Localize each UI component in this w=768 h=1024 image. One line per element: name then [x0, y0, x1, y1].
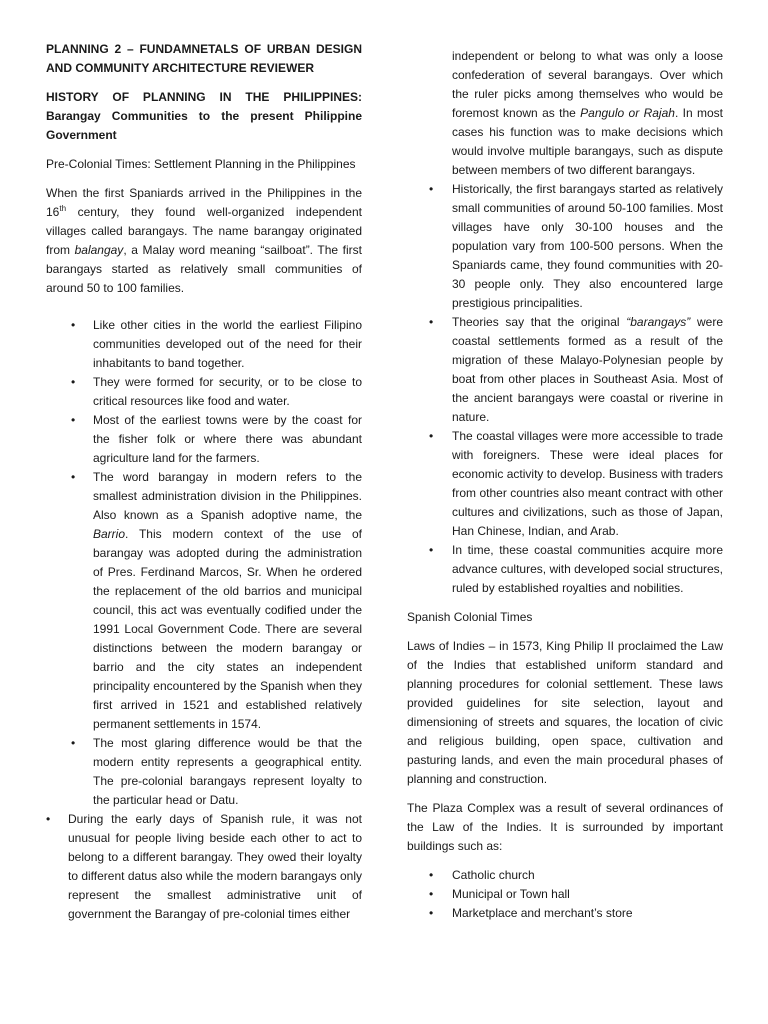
- list-item: • During the early days of Spanish rule, it was not unusual for people living beside each other to act to belong to a different barangay. They owed their loyalty to different datus also while the modern barangays only represent the smallest administrative unit of government the Barangay of pre-colonial times either: [46, 810, 362, 924]
- buildings-bullet-list: [407, 866, 723, 923]
- list-item: • Most of the earliest towns were by the coast for the fisher folk or where there was abundant agriculture land for the farmers.: [46, 411, 362, 468]
- list-item: • They were formed for security, or to be close to critical resources like food and water.: [46, 373, 362, 411]
- right-column: [407, 47, 723, 923]
- list-item: • The word barangay in modern refers to the smallest administration division in the Philippines. Also known as a Spanish adoptive name, the Barrio. This modern context of the use of barangay was adopted during the administration of Pres. Ferdinand Marcos, Sr. When he ordered the replacement of the old barrios and municipal council, this act was eventually codified under the 1991 Local Government Code. There are several distinctions between the modern barangay or barrio and the city states an independent principality encountered by the Spanish when they first arrived in 1521 and established relatively permanent settlements in 1574.: [46, 468, 362, 734]
- list-item: • In time, these coastal communities acquire more advance cultures, with developed social structures, ruled by established royalties and nobilities.: [407, 541, 723, 598]
- list-item: • Marketplace and merchant’s store: [407, 904, 723, 923]
- section-heading-history: HISTORY OF PLANNING IN THE PHILIPPINES: Barangay Communities to the present Philippine Government: [46, 90, 362, 142]
- intro-paragraph: When the first Spaniards arrived in the Philippines in the 16th century, they found well-organized independent villages called barangays. The name barangay originated from balangay, a Malay word meaning “sailboat”. The first barangays started as relatively small communities of around 50 to 100 families.: [46, 186, 362, 295]
- list-item: • Theories say that the original “barangays” were coastal settlements formed as a result of the migration of these Malayo-Polynesian people by boat from other places in Southeast Asia. Most of the ancient barangays were coastal or riverine in nature.: [407, 313, 723, 427]
- plaza-complex-paragraph: The Plaza Complex was a result of several ordinances of the Law of the Indies. It is surrounded by important buildings such as:: [407, 801, 723, 853]
- document-title: PLANNING 2 – FUNDAMNETALS OF URBAN DESIGN AND COMMUNITY ARCHITECTURE REVIEWER: [46, 42, 362, 75]
- list-item: • Catholic church: [407, 866, 723, 885]
- section-heading-spanish: Spanish Colonial Times: [407, 610, 533, 624]
- list-item: • The coastal villages were more accessible to trade with foreigners. These were ideal places for economic activity to develop. Business with traders from other countries also meant contract with other cultures and civilizations, such as those of Japan, Han Chinese, Indian, and Arab.: [407, 427, 723, 541]
- list-item: • Municipal or Town hall: [407, 885, 723, 904]
- history-bullet-list: [407, 180, 723, 598]
- precolonial-bullet-list: [46, 316, 362, 810]
- left-column: [46, 40, 362, 924]
- spanish-rule-bullet: [46, 810, 362, 924]
- list-item: • Like other cities in the world the earliest Filipino communities developed out of the need for their inhabitants to band together.: [46, 316, 362, 373]
- list-item: • The most glaring difference would be that the modern entity represents a geographical entity. The pre-colonial barangays represent loyalty to the particular head or Datu.: [46, 734, 362, 810]
- laws-of-indies-paragraph: Laws of Indies – in 1573, King Philip II proclaimed the Law of the Indies that established uniform standard and planning procedures for colonial settlement. These laws provided guidelines for site selection, layout and dimensioning of streets and squares, the location of civic and religious building, open space, cultivation and pasturing lands, and even the main procedural phases of planning and construction.: [407, 639, 723, 786]
- section-heading-precolonial: Pre-Colonial Times: Settlement Planning in the Philippines: [46, 157, 356, 171]
- list-item: • Historically, the first barangays started as relatively small communities of around 50-100 families. Most villages have only 30-100 houses and the population vary from 100-500 persons. When the Spaniards came, they found communities with 20-30 people only. They also encountered large prestigious principalities.: [407, 180, 723, 313]
- continued-paragraph: independent or belong to what was only a loose confederation of several barangays. Over which the ruler picks among themselves who would be foremost known as the Pangulo or Rajah. In most cases his function was to make decisions which would involve multiple barangays, such as dispute between members of two different barangays.: [452, 49, 723, 177]
